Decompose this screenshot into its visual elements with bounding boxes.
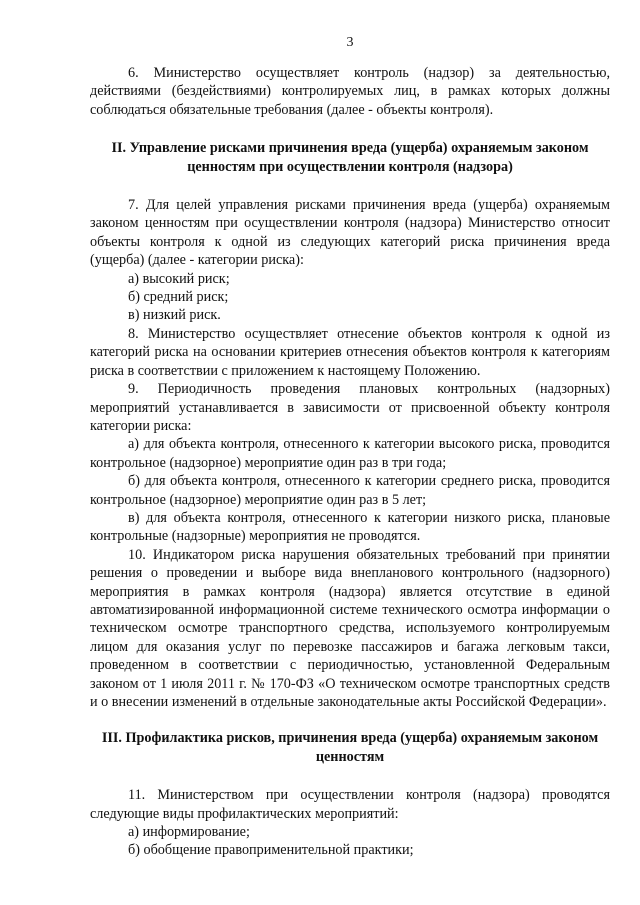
list-item-11b: б) обобщение правоприменительной практики;	[128, 842, 414, 859]
page-number: 3	[346, 35, 354, 50]
list-item-9b: б) для объекта контроля, отнесенного к категории среднего риска, проводится контрольное (надзорное) мероприятие один раз в 5 лет;	[90, 473, 610, 508]
paragraph-9: 9. Периодичность проведения плановых контрольных (надзорных) мероприятий устанавливается в зависимости от присвоенной объекту контроля категории риска:	[90, 381, 610, 434]
paragraph-11: 11. Министерством при осуществлении контроля (надзора) проводятся следующие виды профилактических мероприятий:	[90, 787, 610, 822]
paragraph-6: 6. Министерство осуществляет контроль (надзор) за деятельностью, действиями (бездействиями) контролируемых лиц, в рамках которых должны соблюдаться обязательные требования (далее - объекты контроля).	[90, 65, 610, 118]
list-item-11a: а) информирование;	[128, 824, 250, 841]
paragraph-7: 7. Для целей управления рисками причинения вреда (ущерба) охраняемым законом ценностям при осуществлении контроля (надзора) Министерство относит объекты контроля к одной из следующих категорий риска причинения вреда (ущерба) (далее - категории риска):	[90, 197, 610, 269]
list-item-9a: а) для объекта контроля, отнесенного к категории высокого риска, проводится контрольное (надзорное) мероприятие один раз в три года;	[90, 436, 610, 471]
list-item-7b: б) средний риск;	[128, 289, 229, 306]
document-page	[90, 34, 610, 860]
paragraph-10: 10. Индикатором риска нарушения обязательных требований при принятии решения о проведении и выборе вида внепланового контрольного (надзорного) мероприятия в рамках контроля (надзора) является отсутствие в единой автоматизированной информационной системе технического осмотра информации о техническом осмотре транспортного средства, используемого контролируемым лицом для оказания услуг по перевозке пассажиров и багажа легковым такси, проведенном в соответствии с периодичностью, установленной Федеральным законом от 1 июля 2011 г. № 170-ФЗ «О техническом осмотре транспортных средств и о внесении изменений в отдельные законодательные акты Российской Федерации».	[90, 546, 610, 710]
list-item-7c: в) низкий риск.	[128, 307, 221, 324]
list-item-9c: в) для объекта контроля, отнесенного к категории низкого риска, плановые контрольные (надзорные) мероприятия не проводятся.	[90, 509, 610, 545]
paragraph-8: 8. Министерство осуществляет отнесение объектов контроля к одной из категорий риска на основании критериев отнесения объектов контроля к категориям риска в соответствии с приложением к настоящему Положению.	[90, 325, 610, 379]
section-heading-2: II. Управление рисками причинения вреда (ущерба) охраняемым законом ценностям при осуществлении контроля (надзора)	[111, 140, 589, 175]
section-heading-3: III. Профилактика рисков, причинения вреда (ущерба) охраняемым законом ценностям	[101, 730, 599, 765]
list-item-7a: а) высокий риск;	[128, 270, 230, 287]
